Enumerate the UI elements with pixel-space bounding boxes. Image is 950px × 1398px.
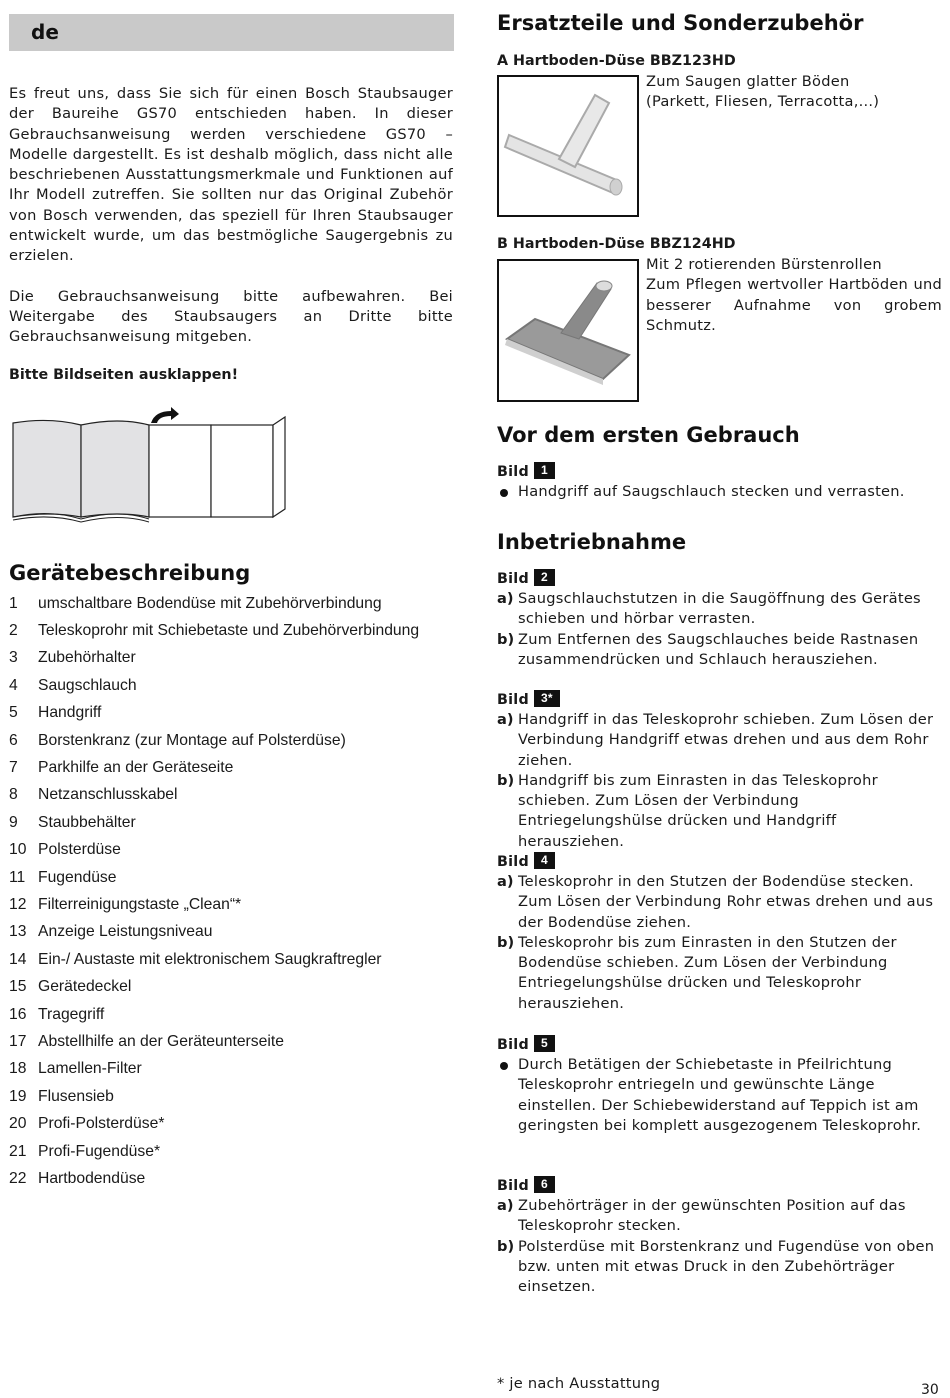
accessory-image-b — [497, 259, 639, 402]
parts-list-item — [9, 1028, 469, 1055]
parts-list-item — [9, 782, 469, 809]
figure-reference — [497, 569, 942, 589]
hard-floor-nozzle-a-icon — [499, 77, 637, 215]
section-title-startup: Inbetriebnahme — [497, 530, 687, 554]
figure-reference — [497, 462, 942, 482]
part-label: Netzanschlusskabel — [38, 786, 178, 804]
parts-list-item — [9, 809, 469, 836]
parts-list-item — [9, 837, 469, 864]
parts-list-item — [9, 672, 469, 699]
intro-text — [9, 84, 453, 368]
part-number: 1 — [9, 594, 18, 612]
parts-list-item — [9, 1001, 469, 1028]
parts-list-item — [9, 1110, 469, 1137]
step-label: a) — [497, 711, 514, 728]
figure-number-badge: 4 — [534, 852, 555, 869]
accessory-heading-a: A Hartboden-Düse BBZ123HD — [497, 53, 736, 69]
parts-list-item — [9, 1165, 469, 1192]
parts-list-item — [9, 946, 469, 973]
part-label: Profi-Polsterdüse* — [38, 1115, 165, 1133]
parts-list-item — [9, 973, 469, 1000]
instruction-step — [497, 933, 942, 1014]
part-number: 16 — [9, 1005, 27, 1023]
parts-list-item — [9, 919, 469, 946]
part-label: Flusensieb — [38, 1087, 114, 1105]
instruction-text: Saugschlauchstutzen in die Saugöffnung des Gerätes schieben und hörbar verrasten. — [518, 590, 921, 628]
instruction-step — [497, 872, 942, 933]
intro-paragraph: Es freut uns, dass Sie sich für einen Bosch Staubsauger der Baureihe GS70 entschieden haben. In dieser Gebrauchsanweisung werden verschiedene GS70 – Modelle dargestellt. Es ist deshalb möglich, dass nicht alle beschriebenen Ausstattungsmerkmale und Funktionen auf Ihr Modell zutreffen. Sie sollten nur das Original Zubehör von Bosch verwenden, das speziell für Ihren Staubsauger entwickelt wurde, um das bestmögliche Saugergebnis zu erzielen. — [9, 85, 453, 265]
part-label: Hartbodendüse — [38, 1169, 146, 1187]
figure-block — [497, 852, 942, 1014]
part-label: Saugschlauch — [38, 676, 137, 694]
fold-out-note: Bitte Bildseiten ausklappen! — [9, 367, 239, 383]
instruction-step — [497, 1237, 942, 1298]
part-number: 18 — [9, 1060, 27, 1078]
figure-reference — [497, 1176, 942, 1196]
bullet-icon — [497, 482, 518, 502]
part-number: 5 — [9, 704, 18, 722]
part-number: 4 — [9, 676, 18, 694]
parts-list-item — [9, 727, 469, 754]
part-number: 14 — [9, 950, 27, 968]
part-label: Fugendüse — [38, 868, 117, 886]
part-label: Handgriff — [38, 704, 102, 722]
part-number: 19 — [9, 1087, 27, 1105]
part-label: umschaltbare Bodendüse mit Zubehörverbindung — [38, 594, 382, 612]
parts-list-item — [9, 700, 469, 727]
part-number: 22 — [9, 1169, 27, 1187]
step-label: b) — [497, 771, 515, 789]
instruction-text: Teleskoprohr in den Stutzen der Bodendüse stecken. Zum Lösen der Verbindung Rohr etwas drehen und aus der Bodendüse ziehen. — [518, 873, 934, 931]
figure-label: Bild — [497, 853, 529, 870]
step-label: b) — [497, 630, 515, 648]
part-label: Abstellhilfe an der Geräteunterseite — [38, 1032, 284, 1050]
parts-list-item — [9, 891, 469, 918]
section-title-first-use: Vor dem ersten Gebrauch — [497, 423, 800, 447]
figure-label: Bild — [497, 1036, 529, 1053]
parts-list — [9, 590, 469, 1193]
part-number: 11 — [9, 868, 26, 886]
accessory-description-line: (Parkett, Fliesen, Terracotta,...) — [646, 93, 880, 111]
instruction-step — [497, 1055, 942, 1136]
parts-list-item — [9, 617, 469, 644]
instruction-text: Durch Betätigen der Schiebetaste in Pfeilrichtung Teleskoprohr entriegeln und gewünschte Länge einstellen. Der Schiebewiderstand auf Teppich ist am geringsten bei komplett ausgezogenem Teleskoprohr. — [518, 1056, 922, 1134]
parts-list-item — [9, 754, 469, 781]
part-number: 2 — [9, 622, 18, 640]
instruction-text: Handgriff bis zum Einrasten in das Teleskoprohr schieben. Zum Lösen der Verbindung Entriegelungshülse drücken und Handgriff herausziehen. — [518, 771, 878, 850]
accessory-description-line: Mit 2 rotierenden Bürstenrollen — [646, 256, 882, 273]
figure-block — [497, 569, 942, 670]
part-label: Gerätedeckel — [38, 978, 132, 996]
section-title-accessories: Ersatzteile und Sonderzubehör — [497, 11, 864, 35]
part-label: Staubbehälter — [38, 813, 136, 831]
page-number: 30 — [921, 1382, 939, 1398]
instruction-text: Teleskoprohr bis zum Einrasten in den Stutzen der Bodendüse schieben. Zum Lösen der Verbindung Entriegelungshülse drücken und Teleskoprohr herausziehen. — [518, 933, 897, 1012]
accessory-image-a — [497, 75, 639, 217]
figure-reference — [497, 1035, 942, 1055]
instruction-text: Handgriff in das Teleskoprohr schieben. Zum Lösen der Verbindung Handgriff etwas drehen und aus dem Rohr ziehen. — [518, 711, 934, 769]
part-number: 9 — [9, 813, 18, 831]
instruction-step — [497, 630, 942, 671]
figure-label: Bild — [497, 463, 529, 480]
accessory-description-line: Zum Saugen glatter Böden — [646, 73, 850, 90]
part-label: Ein-/ Austaste mit elektronischem Saugkraftregler — [38, 950, 382, 968]
parts-list-item — [9, 590, 469, 617]
figure-1-block — [497, 462, 942, 502]
figure-number-badge: 5 — [534, 1035, 555, 1052]
language-code: de — [31, 20, 59, 44]
figure-reference — [497, 690, 942, 710]
figure-number-badge: 3* — [534, 690, 560, 707]
footnote: * je nach Ausstattung — [497, 1375, 661, 1392]
part-label: Teleskoprohr mit Schiebetaste und Zubehörverbindung — [38, 622, 420, 640]
step-label: a) — [497, 873, 514, 890]
part-number: 3 — [9, 649, 18, 667]
unfold-arrow-icon — [151, 407, 179, 423]
instruction-text: Zubehörträger in der gewünschten Position auf das Teleskoprohr stecken. — [518, 1197, 906, 1235]
accessory-description-line: Zum Pflegen wertvoller Hartböden und besserer Aufnahme von grobem Schmutz. — [646, 276, 942, 334]
part-label: Profi-Fugendüse* — [38, 1142, 161, 1160]
fold-out-pages-illustration — [9, 403, 299, 528]
part-label: Parkhilfe an der Geräteseite — [38, 759, 234, 777]
parts-list-item — [9, 1083, 469, 1110]
part-number: 20 — [9, 1115, 27, 1133]
step-label: a) — [497, 590, 514, 607]
language-tab — [9, 14, 454, 51]
part-label: Anzeige Leistungsniveau — [38, 923, 213, 941]
part-number: 10 — [9, 841, 27, 859]
hard-floor-nozzle-b-icon — [499, 261, 637, 400]
part-number: 12 — [9, 895, 27, 913]
instruction-text: Handgriff auf Saugschlauch stecken und verrasten. — [518, 483, 905, 500]
figure-label: Bild — [497, 691, 529, 708]
part-number: 7 — [9, 759, 18, 777]
instruction-text: Polsterdüse mit Borstenkranz und Fugendüse von oben bzw. unten mit etwas Druck in den Zubehörträger einsetzen. — [518, 1237, 935, 1296]
parts-list-item — [9, 645, 469, 672]
parts-list-item — [9, 1138, 469, 1165]
figure-label: Bild — [497, 570, 529, 587]
figure-block — [497, 1035, 942, 1136]
part-label: Lamellen-Filter — [38, 1060, 142, 1078]
figure-number-badge: 6 — [534, 1176, 555, 1193]
part-label: Zubehörhalter — [38, 649, 136, 667]
parts-list-item — [9, 864, 469, 891]
figure-block — [497, 690, 942, 852]
step-label: b) — [497, 1237, 515, 1255]
accessory-description-a — [646, 72, 879, 113]
step-label: b) — [497, 933, 515, 951]
section-title-device-description: Gerätebeschreibung — [9, 561, 251, 585]
instruction-step — [497, 771, 942, 852]
part-label: Tragegriff — [38, 1005, 105, 1023]
part-number: 21 — [9, 1142, 27, 1160]
part-number: 17 — [9, 1032, 27, 1050]
step-label: a) — [497, 1197, 514, 1214]
instruction-text: Zum Entfernen des Saugschlauches beide Rastnasen zusammendrücken und Schlauch herausziehen. — [518, 630, 919, 668]
part-number: 6 — [9, 731, 18, 749]
part-number: 13 — [9, 923, 27, 941]
bullet-icon — [497, 1055, 518, 1136]
part-label: Polsterdüse — [38, 841, 121, 859]
part-number: 8 — [9, 786, 18, 804]
part-label: Filterreinigungstaste „Clean“* — [38, 895, 242, 913]
accessory-description-b — [646, 255, 942, 336]
figure-block — [497, 1176, 942, 1297]
figure-number-badge: 1 — [534, 462, 555, 479]
accessory-heading-b: B Hartboden-Düse BBZ124HD — [497, 236, 736, 252]
figure-number-badge: 2 — [534, 569, 555, 586]
part-number: 15 — [9, 978, 27, 996]
instruction-step — [497, 1196, 942, 1237]
figure-reference — [497, 852, 942, 872]
parts-list-item — [9, 1056, 469, 1083]
figure-label: Bild — [497, 1177, 529, 1194]
part-label: Borstenkranz (zur Montage auf Polsterdüse) — [38, 731, 346, 749]
instruction-step — [497, 589, 942, 630]
instruction-step — [497, 710, 942, 771]
intro-paragraph: Die Gebrauchsanweisung bitte aufbewahren. Bei Weitergabe des Staubsaugers an Dritte bitte Gebrauchsanweisung mitgeben. — [9, 287, 453, 346]
